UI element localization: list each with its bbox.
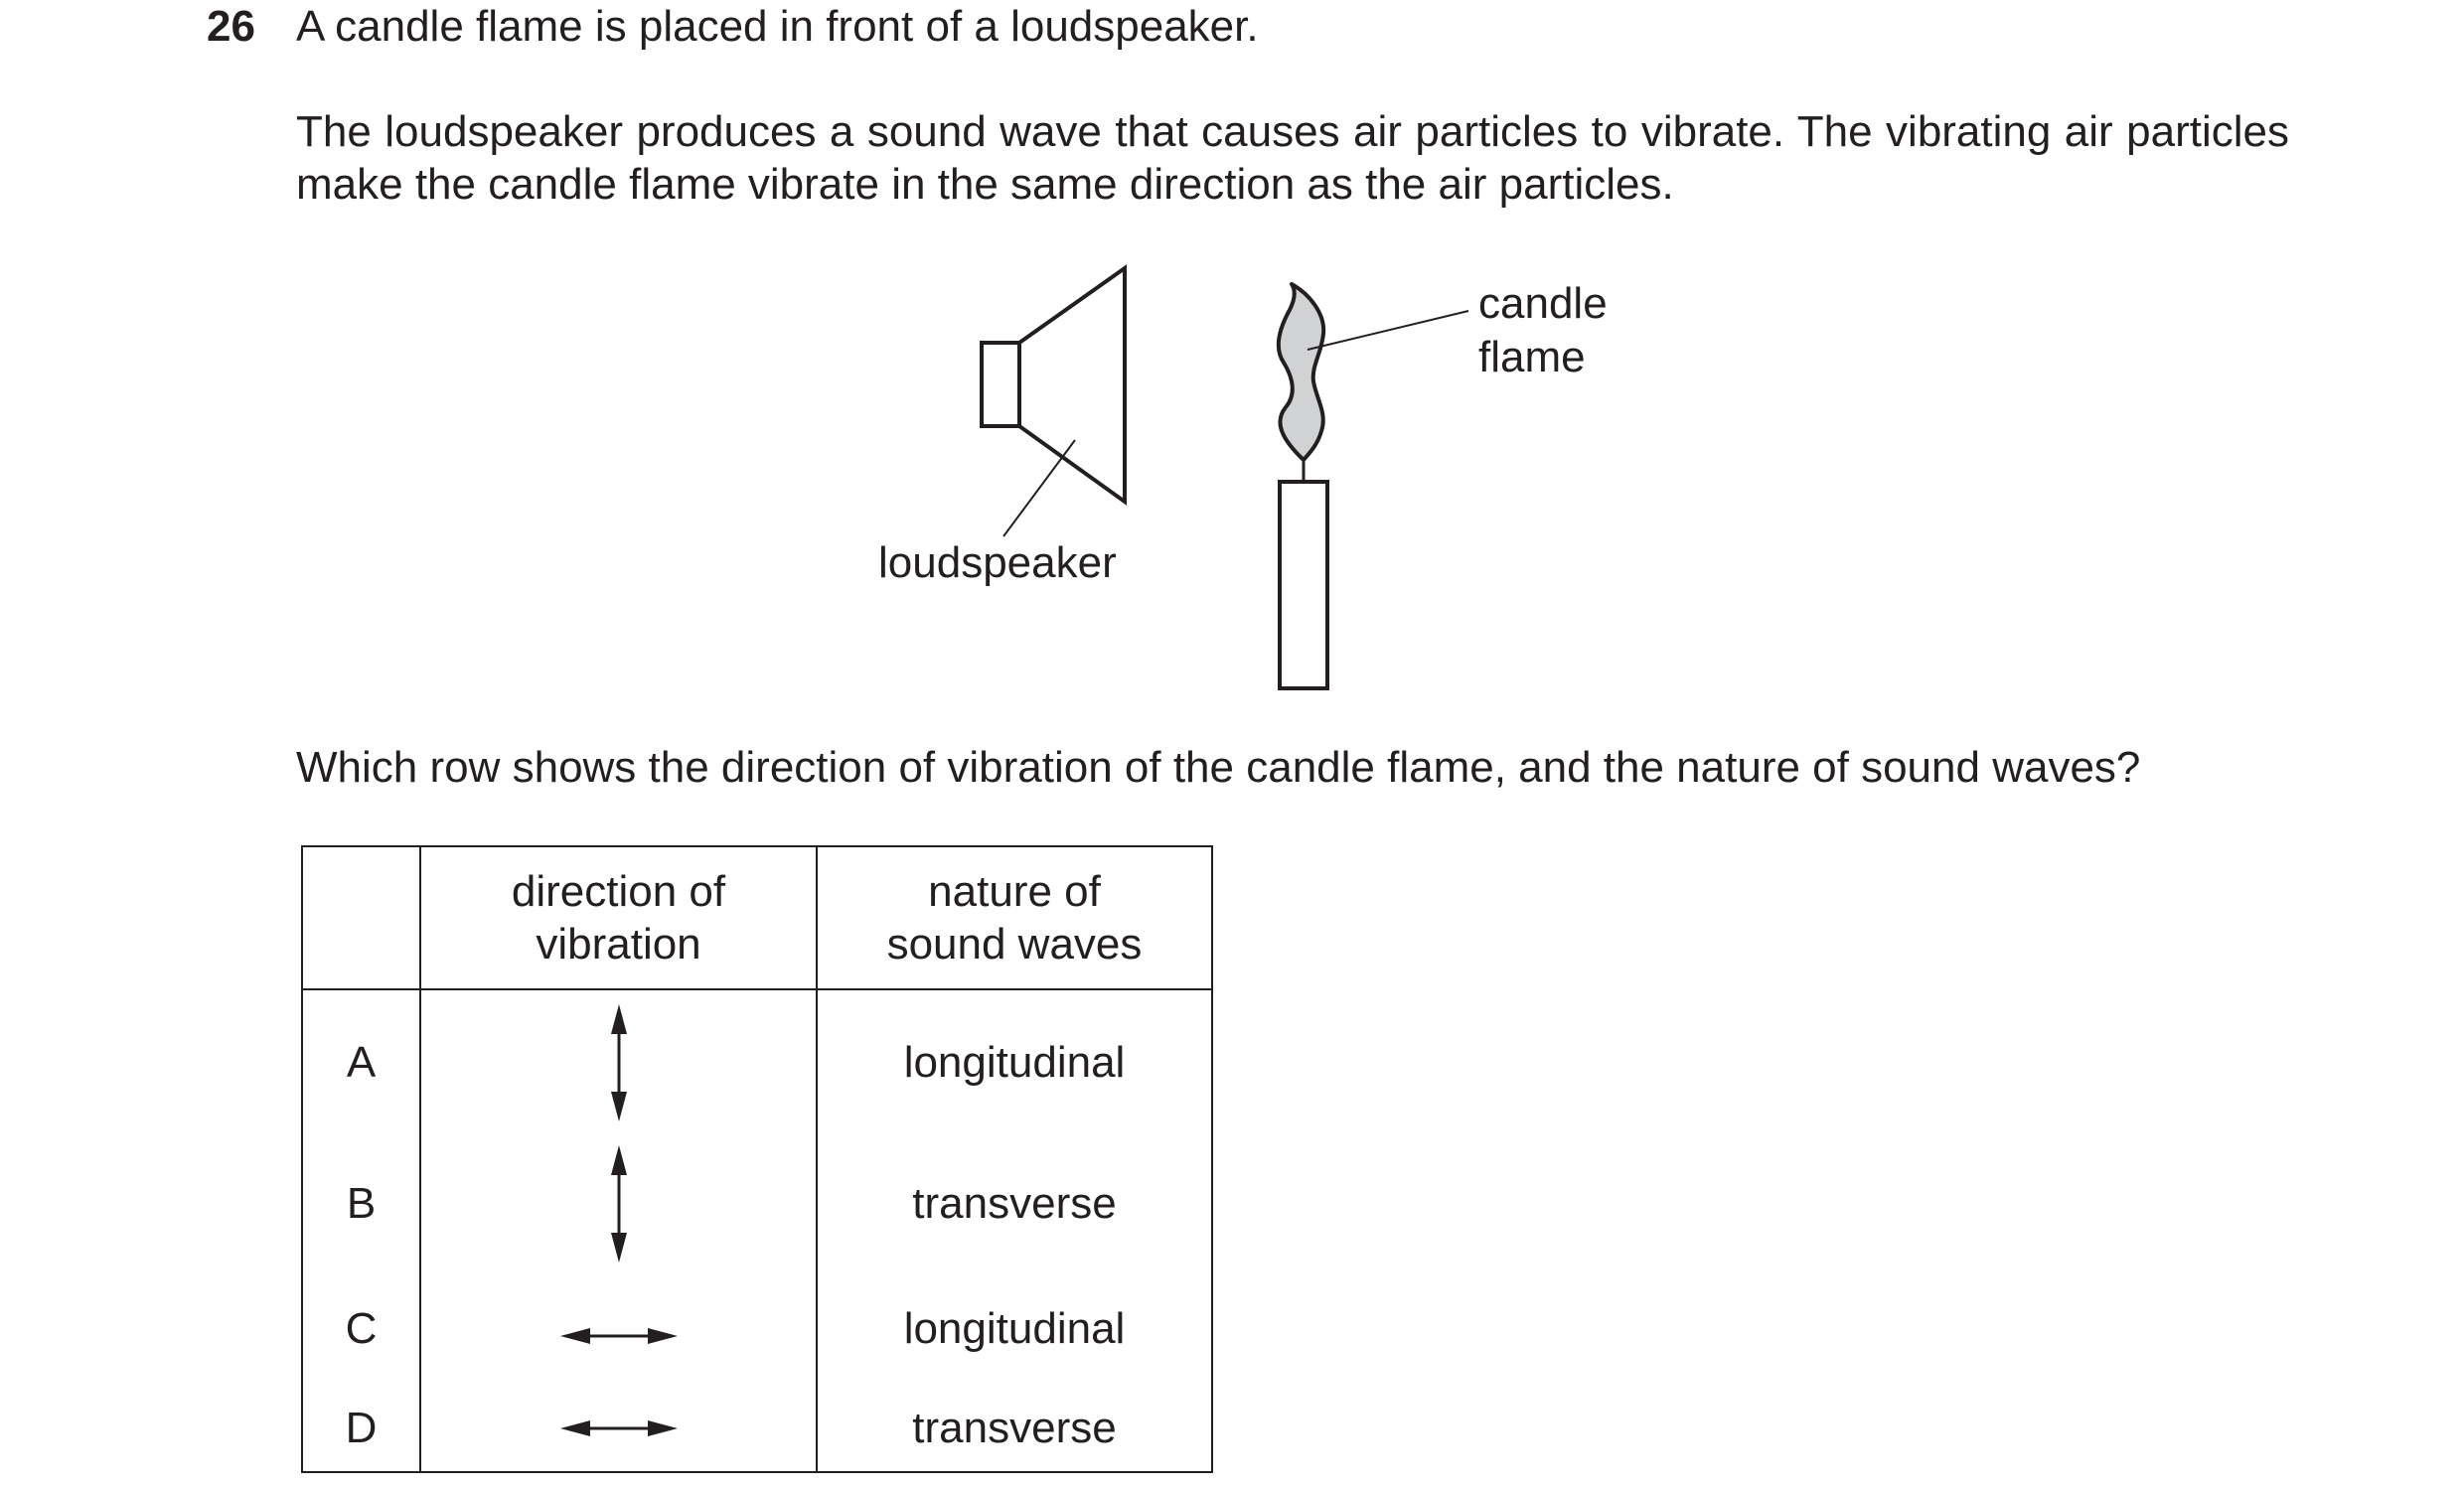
header-nature-line1: nature of xyxy=(928,867,1101,916)
figure-drawing xyxy=(0,0,2464,715)
loudspeaker-leader-line xyxy=(1003,440,1075,536)
row-key-b: B xyxy=(302,1134,420,1273)
flame-leader-line xyxy=(1308,311,1468,350)
question-stem: A candle flame is placed in front of a loudspeaker. xyxy=(296,2,1259,51)
row-d-direction xyxy=(420,1385,817,1472)
horizontal-double-arrow-icon xyxy=(560,1324,678,1348)
answer-table xyxy=(301,845,1213,1473)
table-row[interactable] xyxy=(302,1273,1212,1385)
row-c-direction xyxy=(420,1273,817,1385)
header-blank-cell xyxy=(302,846,420,989)
horizontal-double-arrow-icon xyxy=(560,1416,678,1440)
vertical-double-arrow-icon xyxy=(607,1004,631,1121)
candle-flame-label-line2: flame xyxy=(1478,333,1586,381)
candle-flame-label-line1: candle xyxy=(1478,279,1608,328)
row-d-nature: transverse xyxy=(817,1385,1212,1472)
table-row[interactable] xyxy=(302,1385,1212,1472)
row-a-direction xyxy=(420,989,817,1134)
header-nature xyxy=(817,846,1212,989)
row-c-nature: longitudinal xyxy=(817,1273,1212,1385)
loudspeaker-icon xyxy=(982,268,1125,502)
row-a-nature: longitudinal xyxy=(817,989,1212,1134)
row-key-c: C xyxy=(302,1273,420,1385)
loudspeaker-label: loudspeaker xyxy=(878,538,1117,587)
answer-table-header-row xyxy=(302,846,1212,989)
header-nature-line2: sound waves xyxy=(886,920,1143,968)
question-number: 26 xyxy=(207,2,255,51)
table-row[interactable] xyxy=(302,1134,1212,1273)
candle-flame-label xyxy=(1478,277,1608,384)
vertical-double-arrow-icon xyxy=(607,1145,631,1263)
header-direction-line2: vibration xyxy=(536,920,701,968)
header-direction xyxy=(420,846,817,989)
candle-icon xyxy=(1280,457,1327,688)
flame-icon xyxy=(1279,284,1323,460)
row-b-nature: transverse xyxy=(817,1134,1212,1273)
question-prompt: Which row shows the direction of vibration of the candle flame, and the nature of sound waves? xyxy=(296,743,2141,792)
question-context: The loudspeaker produces a sound wave that causes air particles to vibrate. The vibrating air particles make the candle flame vibrate in the same direction as the air particles. xyxy=(296,107,2289,209)
row-key-d: D xyxy=(302,1385,420,1472)
row-key-a: A xyxy=(302,989,420,1134)
header-direction-line1: direction of xyxy=(511,867,726,916)
table-row[interactable] xyxy=(302,989,1212,1134)
row-b-direction xyxy=(420,1134,817,1273)
